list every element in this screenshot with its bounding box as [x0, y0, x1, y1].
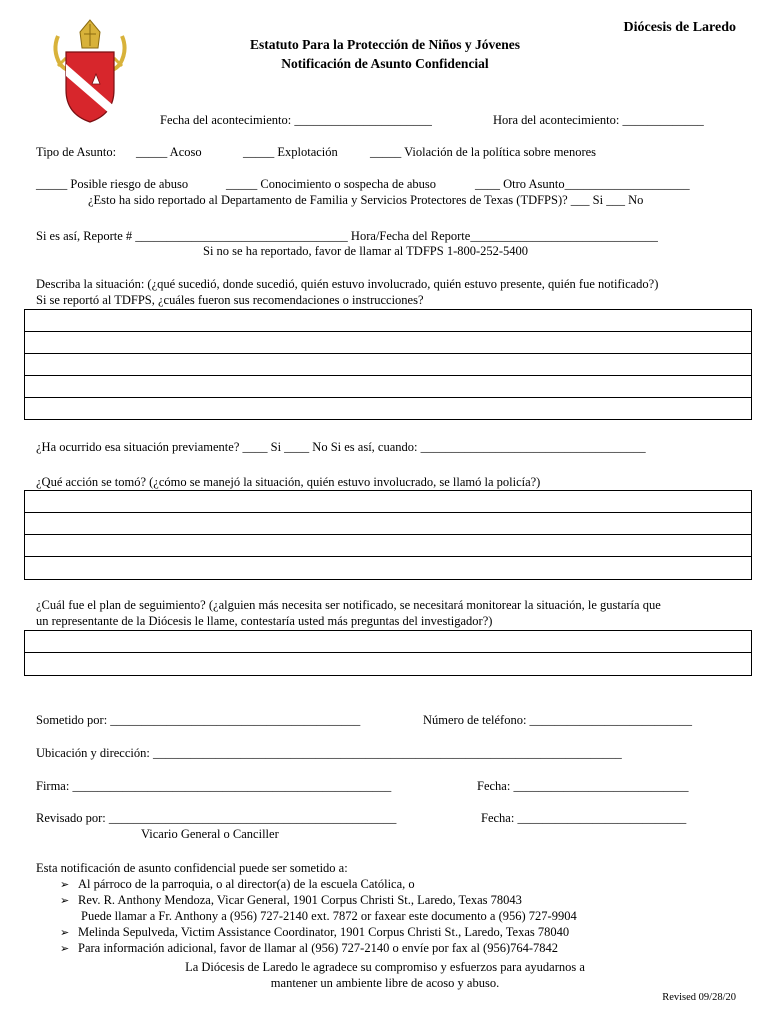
describe-answer-box[interactable] — [24, 309, 752, 420]
event-time-field[interactable]: Hora del acontecimiento: _____________ — [493, 113, 704, 127]
thanks-line-1: La Diócesis de Laredo le agradece su compromiso y esfuerzos para ayudarnos a — [185, 960, 585, 974]
instruction-item: ➢ Melinda Sepulveda, Victim Assistance Coordinator, 1901 Corpus Christi St., Laredo, Texas 78040 — [60, 925, 570, 939]
form-subtitle: Notificación de Asunto Confidencial — [281, 56, 489, 71]
answer-line[interactable] — [25, 557, 751, 580]
type-violacion-option[interactable]: _____ Violación de la política sobre menores — [370, 145, 597, 159]
answer-line[interactable] — [25, 513, 751, 535]
answer-line[interactable] — [25, 535, 751, 557]
instructions-intro: Esta notificación de asunto confidencial puede ser sometido a: — [36, 861, 348, 875]
arrow-bullet-icon: ➢ — [60, 943, 70, 955]
answer-line[interactable] — [25, 491, 751, 513]
date-field[interactable]: Fecha: ____________________________ — [477, 779, 689, 793]
describe-prompt: Describa la situación: (¿qué sucedió, donde sucedió, quién estuvo involucrado, quién estuvo presente, quién fue notificado?) — [36, 277, 659, 291]
answer-line[interactable] — [25, 631, 751, 653]
action-prompt: ¿Qué acción se tomó? (¿cómo se manejó la situación, quién estuvo involucrado, se llamó la policía?) — [36, 475, 541, 489]
followup-prompt-2: un representante de la Diócesis le llame, contestaría usted más preguntas del investigador?) — [36, 614, 493, 628]
answer-line[interactable] — [25, 653, 751, 676]
answer-line[interactable] — [25, 310, 751, 332]
answer-line[interactable] — [25, 354, 751, 376]
vicar-caption: Vicario General o Canciller — [141, 827, 279, 841]
tdfps-question[interactable]: ¿Esto ha sido reportado al Departamento de Familia y Servicios Protectores de Texas (TDFPS)? ___ Si ___ No — [88, 193, 644, 207]
revised-date: Revised 09/28/20 — [662, 992, 736, 1003]
tdfps-report-number[interactable]: Si es así, Reporte # __________________________________ Hora/Fecha del Reporte______________________________ — [36, 229, 658, 243]
location-field[interactable]: Ubicación y dirección: ___________________________________________________________________________ — [36, 746, 622, 760]
action-answer-box[interactable] — [24, 490, 752, 580]
diocese-name: Diócesis de Laredo — [623, 20, 736, 35]
instruction-item: ➢ Para información adicional, favor de llamar al (956) 727-2140 o envíe por fax al (956)764-7842 — [60, 941, 559, 955]
reviewed-by-field[interactable]: Revisado por: ______________________________________________ — [36, 811, 397, 825]
arrow-bullet-icon: ➢ — [60, 879, 70, 891]
arrow-bullet-icon: ➢ — [60, 895, 70, 907]
thanks-line-2: mantener un ambiente libre de acoso y abuso. — [270, 976, 500, 990]
answer-line[interactable] — [25, 332, 751, 354]
type-conocimiento-option[interactable]: _____ Conocimiento o sospecha de abuso — [226, 177, 437, 191]
followup-prompt: ¿Cuál fue el plan de seguimiento? (¿alguien más necesita ser notificado, se necesitará monitorear la situación, le gustaría que — [36, 598, 661, 612]
event-date-field[interactable]: Fecha del acontecimiento: ______________________ — [160, 113, 432, 127]
form-title: Estatuto Para la Protección de Niños y Jóvenes — [249, 37, 521, 52]
previous-occurrence-field[interactable]: ¿Ha ocurrido esa situación previamente? ____ Si ____ No Si es así, cuando: ____________________________________ — [36, 440, 646, 454]
instruction-item-continued: Puede llamar a Fr. Anthony a (956) 727-2140 ext. 7872 or faxear este documento a (956) 727-9904 — [81, 909, 577, 923]
phone-field[interactable]: Número de teléfono: __________________________ — [423, 713, 693, 727]
type-acoso-option[interactable]: _____ Acoso — [136, 145, 202, 159]
instruction-item: ➢ Rev. R. Anthony Mendoza, Vicar General, 1901 Corpus Christi St., Laredo, Texas 78043 — [60, 893, 522, 907]
type-otro-option[interactable]: ____ Otro Asunto____________________ — [475, 177, 690, 191]
type-explotacion-option[interactable]: _____ Explotación — [243, 145, 338, 159]
answer-line[interactable] — [25, 376, 751, 398]
tdfps-call-info: Si no se ha reportado, favor de llamar al TDFPS 1-800-252-5400 — [203, 244, 529, 258]
followup-answer-box[interactable] — [24, 630, 752, 676]
instruction-item: ➢ Al párroco de la parroquia, o al director(a) de la escuela Católica, o — [60, 877, 415, 891]
arrow-bullet-icon: ➢ — [60, 927, 70, 939]
answer-line[interactable] — [25, 398, 751, 420]
type-posible-option[interactable]: _____ Posible riesgo de abuso — [36, 177, 189, 191]
diocese-coat-of-arms-icon — [44, 18, 136, 126]
review-date-field[interactable]: Fecha: ___________________________ — [481, 811, 687, 825]
describe-prompt-2: Si se reportó al TDFPS, ¿cuáles fueron sus recomendaciones o instrucciones? — [36, 293, 424, 307]
signature-field[interactable]: Firma: ___________________________________________________ — [36, 779, 392, 793]
type-label: Tipo de Asunto: — [36, 145, 117, 159]
submitted-by-field[interactable]: Sometido por: ________________________________________ — [36, 713, 361, 727]
